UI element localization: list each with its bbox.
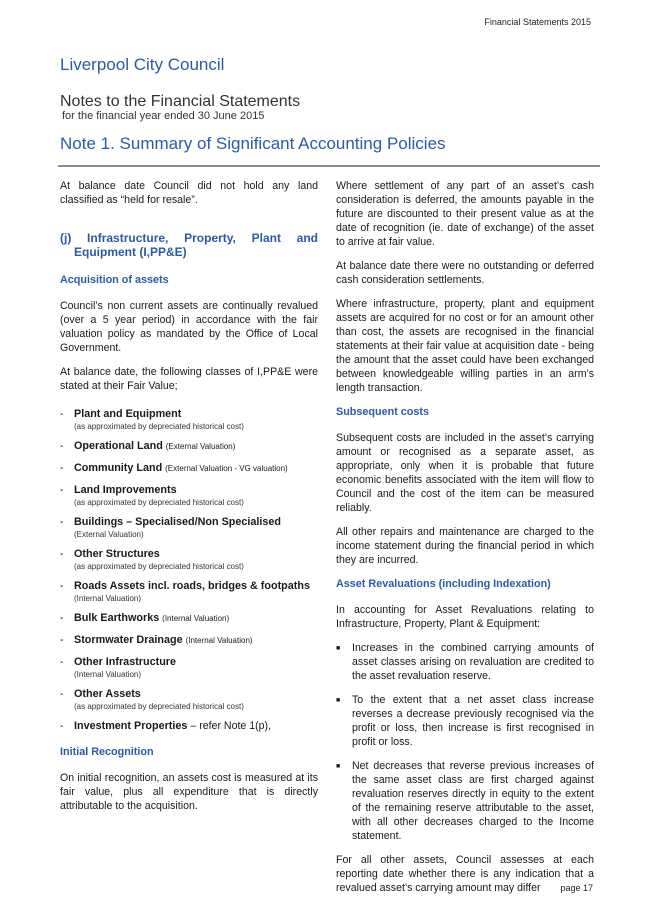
notes-title: Notes to the Financial Statements [60,93,301,110]
settlement-paragraph: Where settlement of any part of an asset’s cash consideration is deferred, the amounts payable in the future are discounted to their present value as at the date of recognition (ie. date of exchange) of the asset to arrive at fair value. [336,180,594,248]
subsequent-costs-paragraph: Subsequent costs are included in the asset’s carrying amount or recognised as a separate asset, as appropriate, only when it is probable that future economic benefits associated with the item will flow to Council and the cost of the item can be measured reliably. [336,432,594,514]
page-number: page 17 [560,883,593,893]
dash-marker: - [60,516,64,528]
revaluations-heading: Asset Revaluations (including Indexation) [336,578,551,590]
square-bullet-icon: ■ [336,697,341,704]
asset-class-name: Plant and Equipment [74,408,182,420]
subsequent-costs-heading: Subsequent costs [336,406,429,418]
bullet-text: Net decreases that reverse previous increases of the same asset class are first charged against revaluation reserves directly in equity to the extent of the remaining reserve attributable to the asset, with all other decreases charged to the Income statement. [352,760,594,842]
dash-marker: - [60,408,64,420]
asset-class-item [60,633,318,648]
dash-marker: - [60,484,64,496]
initial-recognition-heading: Initial Recognition [60,746,154,758]
intro-paragraph: At balance date Council did not hold any land classified as “held for resale”. [60,180,318,206]
asset-class-item [60,461,318,476]
asset-class-item [60,407,318,432]
asset-class-body [74,579,310,604]
acquisition-paragraph-2: At balance date, the following classes of I,PP&E were stated at their Fair Value; [60,366,318,392]
asset-class-body [74,461,288,476]
asset-class-body [74,515,281,540]
asset-class-note: (as approximated by depreciated historical cost) [74,562,244,571]
asset-class-body [74,611,229,626]
initial-recognition-paragraph: On initial recognition, an assets cost is measured at its fair value, plus all expenditure that is directly attributable to the acquisition. [60,772,318,812]
acquisition-heading: Acquisition of assets [60,274,169,286]
asset-class-item [60,547,318,572]
balance-date-paragraph: At balance date there were no outstanding or deferred cash consideration settlements. [336,260,594,286]
revaluation-bullets [336,641,594,843]
asset-class-item [60,687,318,712]
asset-class-note: (as approximated by depreciated historical cost) [74,702,244,711]
dash-marker: - [60,462,64,474]
asset-class-body [74,719,271,733]
dash-marker: - [60,656,64,668]
asset-class-item [60,611,318,626]
dash-marker: - [60,548,64,560]
asset-class-name: Stormwater Drainage [74,634,183,646]
asset-class-name: Bulk Earthworks [74,612,160,624]
asset-class-name: Operational Land [74,440,163,452]
note-title: Note 1. Summary of Significant Accounting Policies [60,134,446,153]
asset-class-name: Other Assets [74,688,141,700]
square-bullet-icon: ■ [336,763,341,770]
asset-class-item [60,579,318,604]
asset-class-name: Community Land [74,462,163,474]
repairs-paragraph: All other repairs and maintenance are charged to the income statement during the financial period in which they are incurred. [336,526,594,566]
title-divider [58,165,600,167]
section-heading: (j) Infrastructure, Property, Plant and Equipment (I,PP&E) [60,231,318,259]
asset-class-item [60,439,318,454]
asset-class-valuation: (Internal Valuation) [162,614,230,623]
asset-class-name: Other Structures [74,548,160,560]
bullet-text: To the extent that a net asset class increase reverses a decrease previously recognised via the profit or loss, then increase is first recognised in profit or loss. [352,694,594,748]
asset-class-body [74,687,244,712]
asset-class-name: Other Infrastructure [74,656,176,668]
asset-class-note: (as approximated by depreciated historical cost) [74,498,244,507]
dash-marker: - [60,580,64,592]
asset-class-name: Roads Assets incl. roads, bridges & footpaths [74,580,310,592]
asset-class-note: (External Valuation) [74,530,144,539]
other-assets-paragraph: For all other assets, Council assesses at each reporting date whether there is any indication that a revalued asset’s carrying amount may differ [336,854,594,894]
dash-marker: - [60,688,64,700]
dash-marker: - [60,720,64,732]
asset-class-valuation: (Internal Valuation) [185,636,253,645]
asset-class-name: Land Improvements [74,484,177,496]
revaluations-intro: In accounting for Asset Revaluations relating to Infrastructure, Property, Plant & Equipment: [336,604,594,630]
asset-class-item [60,719,318,733]
square-bullet-icon: ■ [336,645,341,652]
asset-class-body [74,483,244,508]
running-header: Financial Statements 2015 [484,17,591,27]
left-column [60,179,318,823]
council-name: Liverpool City Council [60,55,225,74]
asset-class-body [74,407,244,432]
asset-class-item [60,655,318,680]
asset-class-name: Buildings – Specialised/Non Specialised [74,516,282,528]
dash-marker: - [60,634,64,646]
dash-marker: - [60,440,64,452]
right-column [336,179,594,905]
acquisition-paragraph-1: Council’s non current assets are continually revalued (over a 5 year period) in accordance with the fair valuation policy as mandated by the Office of Local Government. [60,300,318,354]
bullet-item [336,641,594,683]
asset-class-item [60,515,318,540]
dash-marker: - [60,612,64,624]
bullet-text: Increases in the combined carrying amounts of asset classes arising on revaluation are credited to the asset revaluation reserve. [352,642,594,682]
asset-class-body [74,547,244,572]
fair-value-paragraph: Where infrastructure, property, plant and equipment assets are acquired for no cost or for an amount other than cost, the assets are recognised in the financial statements at their fair value at acquisition date - being the amount that the asset could have been exchanged between knowledgeable willing parties in an arm’s length transaction. [336,298,594,394]
asset-class-item [60,483,318,508]
asset-class-valuation: (External Valuation - VG valuation) [165,464,288,473]
asset-class-note: (Internal Valuation) [74,594,141,603]
asset-class-body [74,633,253,648]
bullet-item [336,693,594,749]
asset-class-body [74,439,235,454]
asset-class-body [74,655,176,680]
asset-class-list [60,407,318,733]
asset-class-note: (Internal Valuation) [74,670,141,679]
asset-class-name: Investment Properties [74,720,188,732]
asset-class-valuation: (External Valuation) [165,442,236,451]
asset-class-valuation: – refer Note 1(p), [190,720,272,732]
period-subtitle: for the financial year ended 30 June 2015 [62,110,265,122]
asset-class-note: (as approximated by depreciated historical cost) [74,422,244,431]
bullet-item [336,759,594,843]
